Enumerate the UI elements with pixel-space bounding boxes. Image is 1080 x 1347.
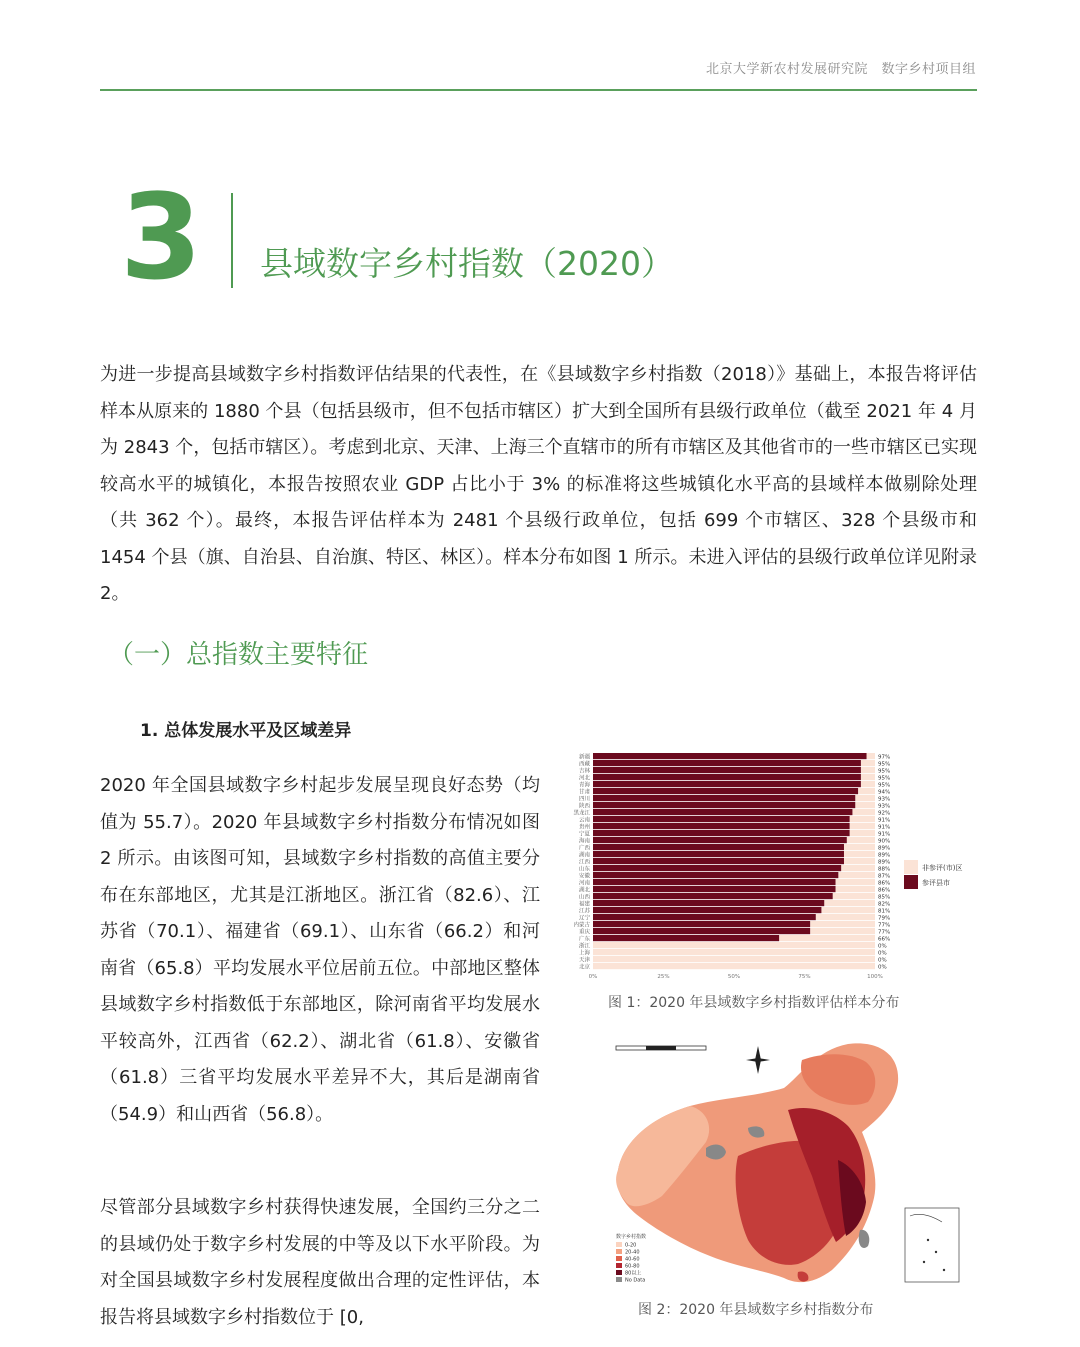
figure-1-legend xyxy=(904,860,962,889)
chapter-title: 县域数字乡村指数（2020） xyxy=(260,244,674,283)
legend-label: 20-40 xyxy=(625,1249,640,1256)
category-label: 山西 xyxy=(578,894,590,901)
bar-included xyxy=(593,816,850,822)
category-label: 湖北 xyxy=(578,887,590,894)
south-china-sea-inset xyxy=(905,1208,959,1282)
section-heading: （一）总指数主要特征 xyxy=(108,640,369,670)
bar-included xyxy=(593,774,861,780)
data-label: 92% xyxy=(878,810,891,817)
x-tick-label: 25% xyxy=(657,974,670,980)
bar-included xyxy=(593,802,855,808)
body-paragraph-1: 2020 年全国县域数字乡村起步发展呈现良好态势（均值为 55.7）。2020 年县域数字乡村指数分布情况如图 2 所示。由该图可知，县域数字乡村指数的高值主要分布在东部地区，尤其是江浙地区。浙江省（82.6）、江苏省（70.1）、福建省（69.1）、山东省（66.2）和河南省（65.8）平均发展水平位居前五位。中部地区整体县域数字乡村指数低于东部地区，除河南省平均发展水平较高外，江西省（62.2）、湖北省（61.8）、安徽省（61.8）三省平均发展水平差异不大，其后是湖南省（54.9）和山西省（56.8）。 xyxy=(100,775,540,1125)
category-label: 重庆 xyxy=(578,929,590,936)
header-text: 北京大学新农村发展研究院 数字乡村项目组 xyxy=(705,62,976,77)
bar-excluded xyxy=(844,844,875,850)
bar-included xyxy=(593,928,810,934)
category-label: 河南 xyxy=(578,880,590,887)
legend-swatch xyxy=(616,1256,622,1261)
bar-included xyxy=(593,851,844,857)
legend-label: 60-80 xyxy=(625,1263,640,1270)
bar-included xyxy=(593,837,847,843)
header-rule xyxy=(100,89,977,91)
category-label: 山东 xyxy=(578,866,590,873)
subsection-heading: 1. 总体发展水平及区域差异 xyxy=(140,721,352,741)
data-label: 95% xyxy=(878,775,891,782)
bar-excluded xyxy=(858,788,875,794)
x-tick-label: 0% xyxy=(588,974,598,980)
scale-bar xyxy=(616,1046,706,1050)
bar-excluded xyxy=(850,823,875,829)
bar-included xyxy=(593,907,821,913)
data-label: 86% xyxy=(878,887,891,894)
category-label: 青海 xyxy=(578,782,590,789)
bar-included xyxy=(593,823,850,829)
legend-label: 80以上 xyxy=(625,1270,642,1277)
figure-2-map xyxy=(598,1030,968,1295)
bar-included xyxy=(593,914,816,920)
bar-excluded xyxy=(836,886,875,892)
data-label: 90% xyxy=(878,838,891,845)
category-label: 上海 xyxy=(578,950,590,957)
bar-excluded xyxy=(821,907,875,913)
north-arrow-icon xyxy=(746,1046,770,1074)
legend-label: 40-60 xyxy=(625,1256,640,1263)
body-paragraph-2: 尽管部分县域数字乡村获得快速发展，全国约三分之二的县域仍处于数字乡村发展的中等及以下水平阶段。为对全国县域数字乡村发展程度做出合理的定性评估，本报告将县域数字乡村指数位于 [0, xyxy=(100,1197,540,1328)
x-tick-label: 75% xyxy=(798,974,811,980)
data-label: 79% xyxy=(878,915,891,922)
bar-excluded xyxy=(844,851,875,857)
legend-swatch xyxy=(616,1263,622,1268)
bar-included xyxy=(593,795,855,801)
category-label: 贵州 xyxy=(578,824,590,831)
intro-paragraph: 为进一步提高县域数字乡村指数评估结果的代表性，在《县域数字乡村指数（2018）》基础上，本报告将评估样本从原来的 1880 个县（包括县级市，但不包括市辖区）扩大到全国所有县级行政单位（截至 2021 年 4 月为 2843 个，包括市辖区）。考虑到北京、天津、上海三个直辖市的所有市辖区及其他省市的一些市辖区已实现较高水平的城镇化，本报告按照农业 GDP 占比小于 3% 的标准将这些城镇化水平高的县域样本做剔除处理（共 362 个）。最终，本报告评估样本为 2481 个县级行政单位，包括 699 个市辖区、328 个县级市和 1454 个县（旗、自治县、自治旗、特区、林区）。样本分布如图 1 所示。未进入评估的县级行政单位详见附录 2。 xyxy=(100,364,977,604)
category-label: 北京 xyxy=(578,964,590,971)
bar-excluded xyxy=(844,858,875,864)
legend-swatch xyxy=(616,1277,622,1282)
legend-swatch-excluded xyxy=(904,860,918,874)
bar-excluded xyxy=(779,935,875,941)
data-label: 93% xyxy=(878,796,891,803)
x-tick-label: 50% xyxy=(727,974,741,980)
data-label: 0% xyxy=(878,943,887,950)
bar-excluded xyxy=(861,774,875,780)
chapter-divider xyxy=(231,193,233,288)
bar-excluded xyxy=(850,830,875,836)
bar-excluded xyxy=(810,921,875,927)
bar-included xyxy=(593,858,844,864)
figure-1-caption: 图 1：2020 年县域数字乡村指数评估样本分布 xyxy=(608,995,900,1011)
data-label: 93% xyxy=(878,803,891,810)
bar-excluded xyxy=(836,879,875,885)
data-label: 95% xyxy=(878,761,891,768)
bar-included xyxy=(593,760,861,766)
category-label: 甘肃 xyxy=(578,789,590,796)
category-label: 江苏 xyxy=(578,908,590,915)
bar-excluded xyxy=(855,802,875,808)
category-label: 云南 xyxy=(578,817,590,824)
data-label: 97% xyxy=(878,754,891,761)
legend-swatch xyxy=(616,1242,622,1247)
data-label: 89% xyxy=(878,859,891,866)
figure-2-legend xyxy=(616,1233,646,1284)
category-label: 天津 xyxy=(578,957,590,964)
data-label: 88% xyxy=(878,866,891,873)
bar-included xyxy=(593,767,861,773)
figure-2-caption: 图 2：2020 年县域数字乡村指数分布 xyxy=(638,1302,874,1318)
legend-swatch-included xyxy=(904,875,918,889)
category-label: 四川 xyxy=(578,796,590,803)
bar-excluded xyxy=(855,795,875,801)
category-label: 内蒙古 xyxy=(573,922,590,929)
bar-included xyxy=(593,781,861,787)
category-label: 辽宁 xyxy=(578,915,590,922)
bar-included xyxy=(593,872,838,878)
category-label: 福建 xyxy=(578,901,590,908)
figure-1-chart xyxy=(553,748,973,988)
bar-included xyxy=(593,879,836,885)
bar-included xyxy=(593,893,833,899)
category-label: 吉林 xyxy=(578,768,590,775)
data-label: 87% xyxy=(878,873,891,880)
bar-included xyxy=(593,788,858,794)
category-label: 新疆 xyxy=(578,754,590,761)
category-label: 浙江 xyxy=(578,943,590,950)
bar-excluded xyxy=(816,914,875,920)
bar-included xyxy=(593,935,779,941)
data-label: 66% xyxy=(878,936,891,943)
legend-label-included: 参评县市 xyxy=(922,879,950,887)
bar-excluded xyxy=(810,928,875,934)
data-label: 77% xyxy=(878,922,891,929)
data-label: 95% xyxy=(878,782,891,789)
bar-excluded xyxy=(861,767,875,773)
category-label: 黑龙江 xyxy=(573,810,590,817)
data-label: 0% xyxy=(878,964,887,971)
bar-included xyxy=(593,921,810,927)
data-label: 85% xyxy=(878,894,891,901)
bar-excluded xyxy=(593,963,875,969)
data-label: 81% xyxy=(878,908,891,915)
bar-included xyxy=(593,900,824,906)
category-label: 西藏 xyxy=(578,761,590,768)
bar-excluded xyxy=(847,837,875,843)
data-label: 91% xyxy=(878,817,891,824)
bar-excluded xyxy=(593,942,875,948)
bar-excluded xyxy=(593,949,875,955)
category-label: 陕西 xyxy=(578,803,590,810)
category-label: 江西 xyxy=(578,859,590,866)
bar-excluded xyxy=(861,781,875,787)
bar-excluded xyxy=(852,809,875,815)
bar-excluded xyxy=(850,816,875,822)
bar-included xyxy=(593,809,852,815)
data-label: 89% xyxy=(878,852,891,859)
data-label: 95% xyxy=(878,768,891,775)
chapter-number: 3 xyxy=(120,168,203,306)
data-label: 77% xyxy=(878,929,891,936)
bar-excluded xyxy=(838,872,875,878)
china-map xyxy=(616,1043,898,1282)
data-label: 89% xyxy=(878,845,891,852)
bar-excluded xyxy=(824,900,875,906)
bar-excluded xyxy=(841,865,875,871)
category-label: 河北 xyxy=(578,775,590,782)
x-tick-label: 100% xyxy=(867,974,883,980)
bar-excluded xyxy=(861,760,875,766)
data-label: 82% xyxy=(878,901,891,908)
data-label: 94% xyxy=(878,789,891,796)
category-label: 广西 xyxy=(578,845,590,852)
bar-included xyxy=(593,886,836,892)
category-label: 湖南 xyxy=(578,852,590,859)
bar-included xyxy=(593,753,867,759)
category-label: 宁夏 xyxy=(578,831,590,838)
data-label: 0% xyxy=(878,957,887,964)
data-label: 0% xyxy=(878,950,887,957)
data-label: 86% xyxy=(878,880,891,887)
bar-excluded xyxy=(833,893,875,899)
legend-swatch xyxy=(616,1270,622,1275)
legend-label-excluded: 非参评(市)区 xyxy=(922,864,963,872)
category-label: 海南 xyxy=(578,838,590,845)
legend-label: 0-20 xyxy=(625,1242,637,1249)
data-label: 91% xyxy=(878,824,891,831)
legend-title: 数字乡村指数 xyxy=(616,1234,647,1240)
legend-swatch xyxy=(616,1249,622,1254)
category-label: 广东 xyxy=(578,936,590,943)
category-label: 安徽 xyxy=(578,873,590,880)
bar-excluded xyxy=(593,956,875,962)
bar-excluded xyxy=(867,753,875,759)
bar-included xyxy=(593,830,850,836)
bar-included xyxy=(593,865,841,871)
data-label: 91% xyxy=(878,831,891,838)
bar-included xyxy=(593,844,844,850)
legend-label: No Data xyxy=(625,1277,646,1284)
